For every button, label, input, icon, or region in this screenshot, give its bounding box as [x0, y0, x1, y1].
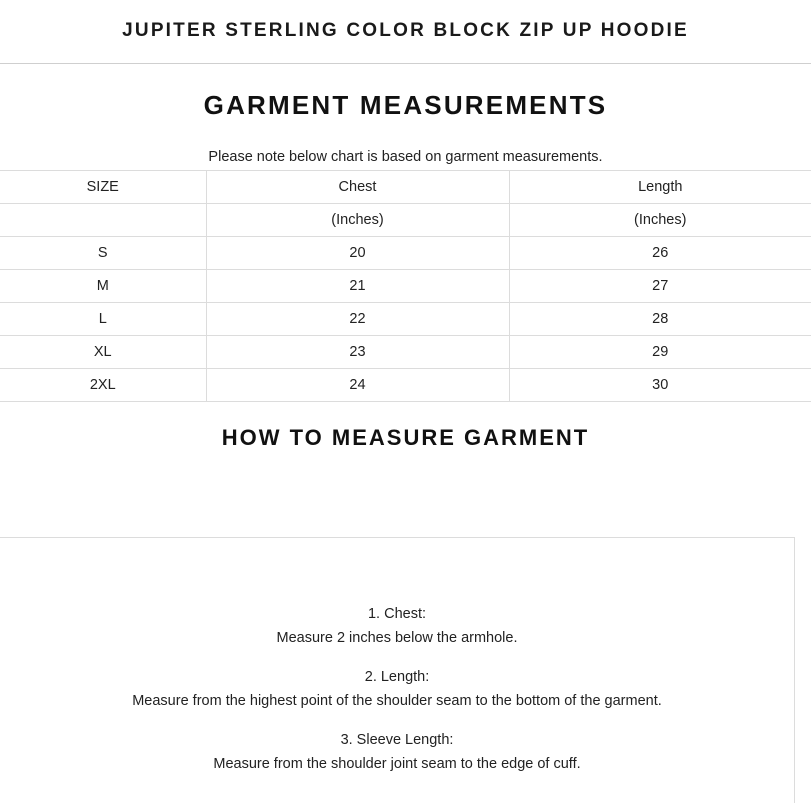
- table-units-row: [0, 204, 811, 237]
- length-cell: 28: [509, 303, 811, 336]
- size-cell: M: [0, 270, 206, 303]
- how-to-measure-panel: [0, 537, 795, 803]
- units-cell: (Inches): [206, 204, 509, 237]
- measurements-note: Please note below chart is based on garment measurements.: [208, 149, 603, 165]
- size-cell: L: [0, 303, 206, 336]
- length-cell: 26: [509, 237, 811, 270]
- table-row: [0, 237, 811, 270]
- measurements-heading: GARMENT MEASUREMENTS: [203, 90, 608, 120]
- units-cell: (Inches): [509, 204, 811, 237]
- length-cell: 27: [509, 270, 811, 303]
- size-cell: S: [0, 237, 206, 270]
- units-cell: [0, 204, 206, 237]
- table-row: [0, 336, 811, 369]
- column-header-chest: Chest: [206, 171, 509, 204]
- length-cell: 30: [509, 369, 811, 402]
- chest-cell: 24: [206, 369, 509, 402]
- chest-cell: 20: [206, 237, 509, 270]
- step-sleeve-title: 3. Sleeve Length:: [340, 732, 454, 748]
- size-chart-table: [0, 170, 811, 402]
- chest-cell: 23: [206, 336, 509, 369]
- table-header-row: [0, 171, 811, 204]
- step-length-text: Measure from the highest point of the shoulder seam to the bottom of the garment.: [132, 693, 662, 709]
- title-divider: [0, 63, 811, 64]
- size-cell: XL: [0, 336, 206, 369]
- column-header-size: SIZE: [0, 171, 206, 204]
- step-chest-title: 1. Chest:: [367, 606, 427, 622]
- step-length-title: 2. Length:: [364, 669, 430, 685]
- length-cell: 29: [509, 336, 811, 369]
- chest-cell: 21: [206, 270, 509, 303]
- table-row: [0, 369, 811, 402]
- step-chest-text: Measure 2 inches below the armhole.: [276, 630, 518, 646]
- column-header-length: Length: [509, 171, 811, 204]
- size-cell: 2XL: [0, 369, 206, 402]
- table-row: [0, 270, 811, 303]
- chest-cell: 22: [206, 303, 509, 336]
- step-sleeve-text: Measure from the shoulder joint seam to the edge of cuff.: [213, 756, 581, 772]
- how-to-measure-heading: HOW TO MEASURE GARMENT: [221, 425, 590, 450]
- table-row: [0, 303, 811, 336]
- product-title: JUPITER STERLING COLOR BLOCK ZIP UP HOODIE: [122, 20, 689, 41]
